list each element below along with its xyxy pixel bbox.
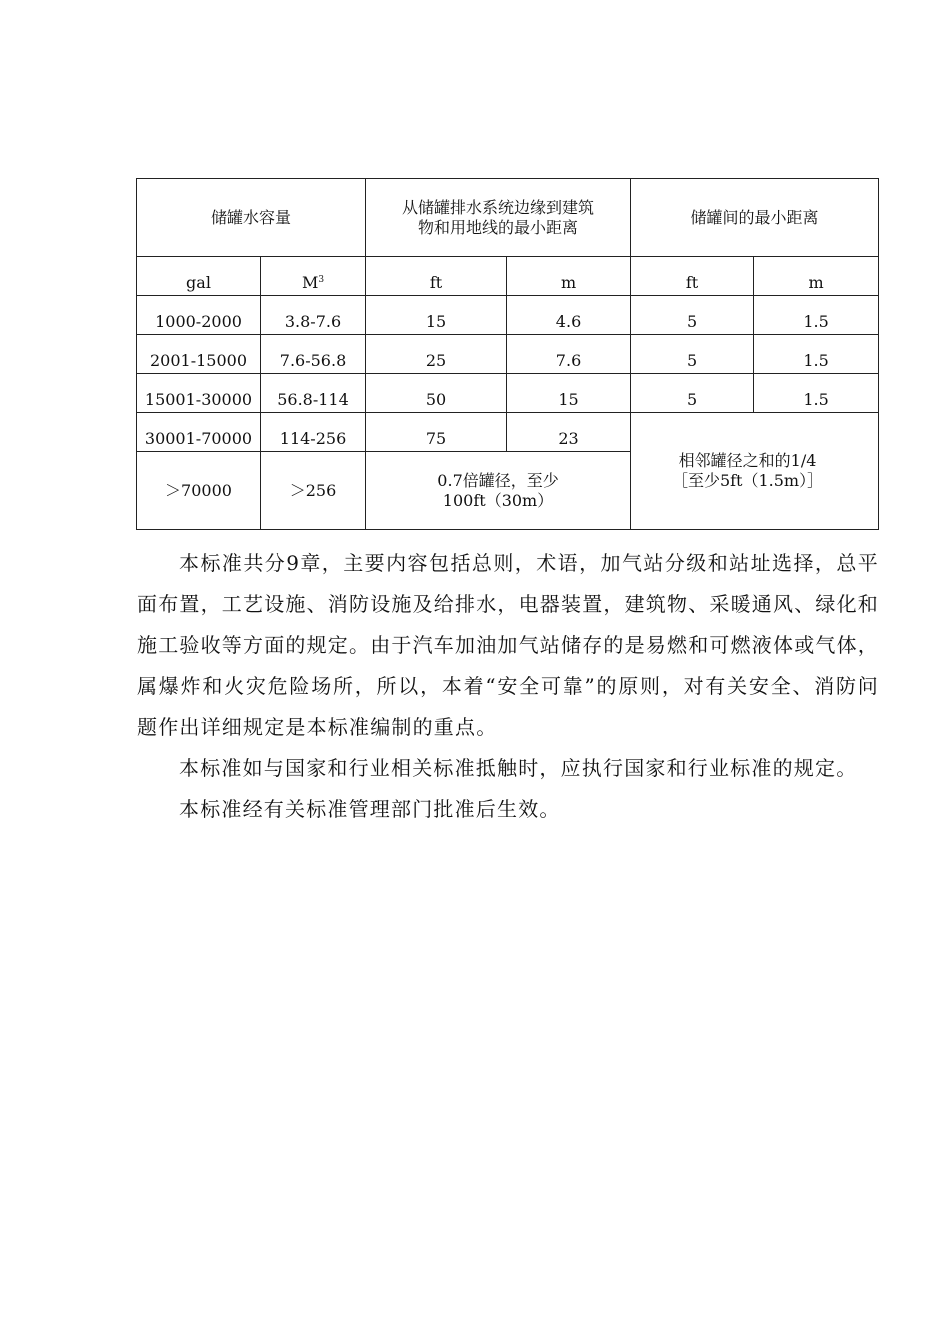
cell-ft-drain: 15 [366, 296, 507, 335]
table-row [137, 296, 879, 335]
cell-gal: 2001-15000 [137, 335, 261, 374]
cell-m-drain: 7.6 [507, 335, 631, 374]
unit-gal: gal [137, 257, 261, 296]
unit-ft-tank: ft [631, 257, 754, 296]
unit-m3-sup: 3 [318, 275, 325, 285]
unit-m3-base: M [301, 273, 319, 292]
cell-drain-merged: 0.7倍罐径，至少100ft（30m） [366, 452, 631, 530]
header-tank-distance: 储罐间的最小距离 [631, 179, 879, 257]
table-header-row [137, 179, 879, 257]
unit-m-tank: m [754, 257, 879, 296]
unit-m3 [261, 257, 366, 296]
cell-m-drain: 23 [507, 413, 631, 452]
cell-ft-drain: 75 [366, 413, 507, 452]
cell-m3: ＞256 [261, 452, 366, 530]
body-text [137, 543, 879, 830]
cell-ft-tank: 5 [631, 296, 754, 335]
cell-ft-tank: 5 [631, 374, 754, 413]
distance-table [136, 178, 879, 530]
merged-tank-distance: 相邻罐径之和的1/4［至少5ft（1.5m）］ [631, 413, 879, 530]
cell-m-tank: 1.5 [754, 296, 879, 335]
cell-gal: ＞70000 [137, 452, 261, 530]
table-row [137, 374, 879, 413]
paragraph: 本标准经有关标准管理部门批准后生效。 [179, 797, 561, 821]
header-capacity: 储罐水容量 [137, 179, 366, 257]
table-row [137, 335, 879, 374]
header-drain-distance: 从储罐排水系统边缘到建筑物和用地线的最小距离 [366, 179, 631, 257]
cell-m-tank: 1.5 [754, 335, 879, 374]
cell-m3: 114-256 [261, 413, 366, 452]
table-units-row [137, 257, 879, 296]
table-row [137, 413, 879, 452]
paragraph: 本标准共分9章，主要内容包括总则，术语，加气站分级和站址选择，总平面布置，工艺设施、消防设施及给排水，电器装置，建筑物、采暖通风、绿化和施工验收等方面的规定。由于汽车加油加气站储存的是易燃和可燃液体或气体，属爆炸和火灾危险场所，所以，本着“安全可靠”的原则，对有关安全、消防问题作出详细规定是本标准编制的重点。 [137, 551, 879, 739]
cell-m3: 56.8-114 [261, 374, 366, 413]
cell-ft-tank: 5 [631, 335, 754, 374]
cell-gal: 1000-2000 [137, 296, 261, 335]
cell-m3: 7.6-56.8 [261, 335, 366, 374]
cell-m-drain: 15 [507, 374, 631, 413]
cell-ft-drain: 25 [366, 335, 507, 374]
cell-m-tank: 1.5 [754, 374, 879, 413]
cell-gal: 15001-30000 [137, 374, 261, 413]
unit-m-drain: m [507, 257, 631, 296]
cell-m3: 3.8-7.6 [261, 296, 366, 335]
cell-gal: 30001-70000 [137, 413, 261, 452]
cell-ft-drain: 50 [366, 374, 507, 413]
unit-ft-drain: ft [366, 257, 507, 296]
paragraph: 本标准如与国家和行业相关标准抵触时，应执行国家和行业标准的规定。 [179, 756, 858, 780]
cell-m-drain: 4.6 [507, 296, 631, 335]
